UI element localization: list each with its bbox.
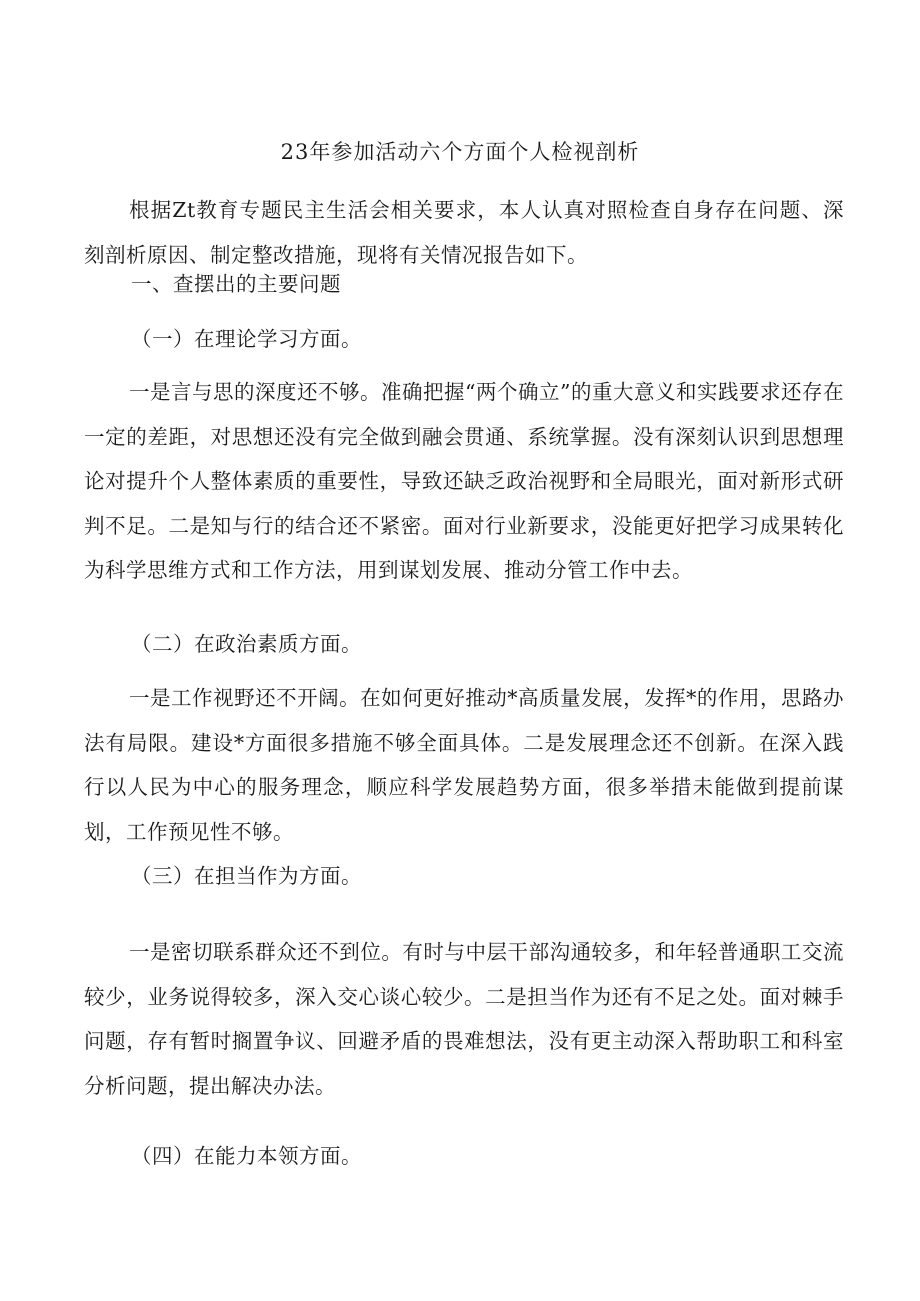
document-title: 23年参加活动六个方面个人检视剖析 xyxy=(280,140,640,164)
subsection-heading-political-quality: （二）在政治素质方面。 xyxy=(131,632,362,656)
subsection-heading-theory-study: （一）在理论学习方面。 xyxy=(131,327,362,351)
subsection-heading-ability: （四）在能力本领方面。 xyxy=(131,1144,362,1168)
paragraph-political-quality: 一是工作视野还不开阔。在如何更好推动*高质量发展，发挥*的作用，思路办法有局限。建设*方面很多措施不够全面具体。二是发展理念还不创新。在深入践行以人民为中心的服务理念，顺应科学发展趋势方面，很多举措未能做到提前谋划，工作预见性不够。 xyxy=(84,686,844,844)
intro-paragraph: 根据Zt教育专题民主生活会相关要求，本人认真对照检查自身存在问题、深刻剖析原因、制定整改措施，现将有关情况报告如下。 xyxy=(84,198,844,267)
subsection-heading-responsibility: （三）在担当作为方面。 xyxy=(131,864,362,888)
section-heading-problems: 一、查摆出的主要问题 xyxy=(131,272,341,296)
paragraph-theory-study: 一是言与思的深度还不够。准确把握“两个确立”的重大意义和实践要求还存在一定的差距，对思想还没有完全做到融会贯通、系统掌握。没有深刻认识到思想理论对提升个人整体素质的重要性，导致还缺乏政治视野和全局眼光，面对新形式研判不足。二是知与行的结合还不紧密。面对行业新要求，没能更好把学习成果转化为科学思维方式和工作方法，用到谋划发展、推动分管工作中去。 xyxy=(84,380,844,582)
paragraph-responsibility: 一是密切联系群众还不到位。有时与中层干部沟通较多，和年轻普通职工交流较少，业务说得较多，深入交心谈心较少。二是担当作为还有不足之处。面对棘手问题，存有暂时搁置争议、回避矛盾的畏难想法，没有更主动深入帮助职工和科室分析问题，提出解决办法。 xyxy=(84,940,844,1098)
